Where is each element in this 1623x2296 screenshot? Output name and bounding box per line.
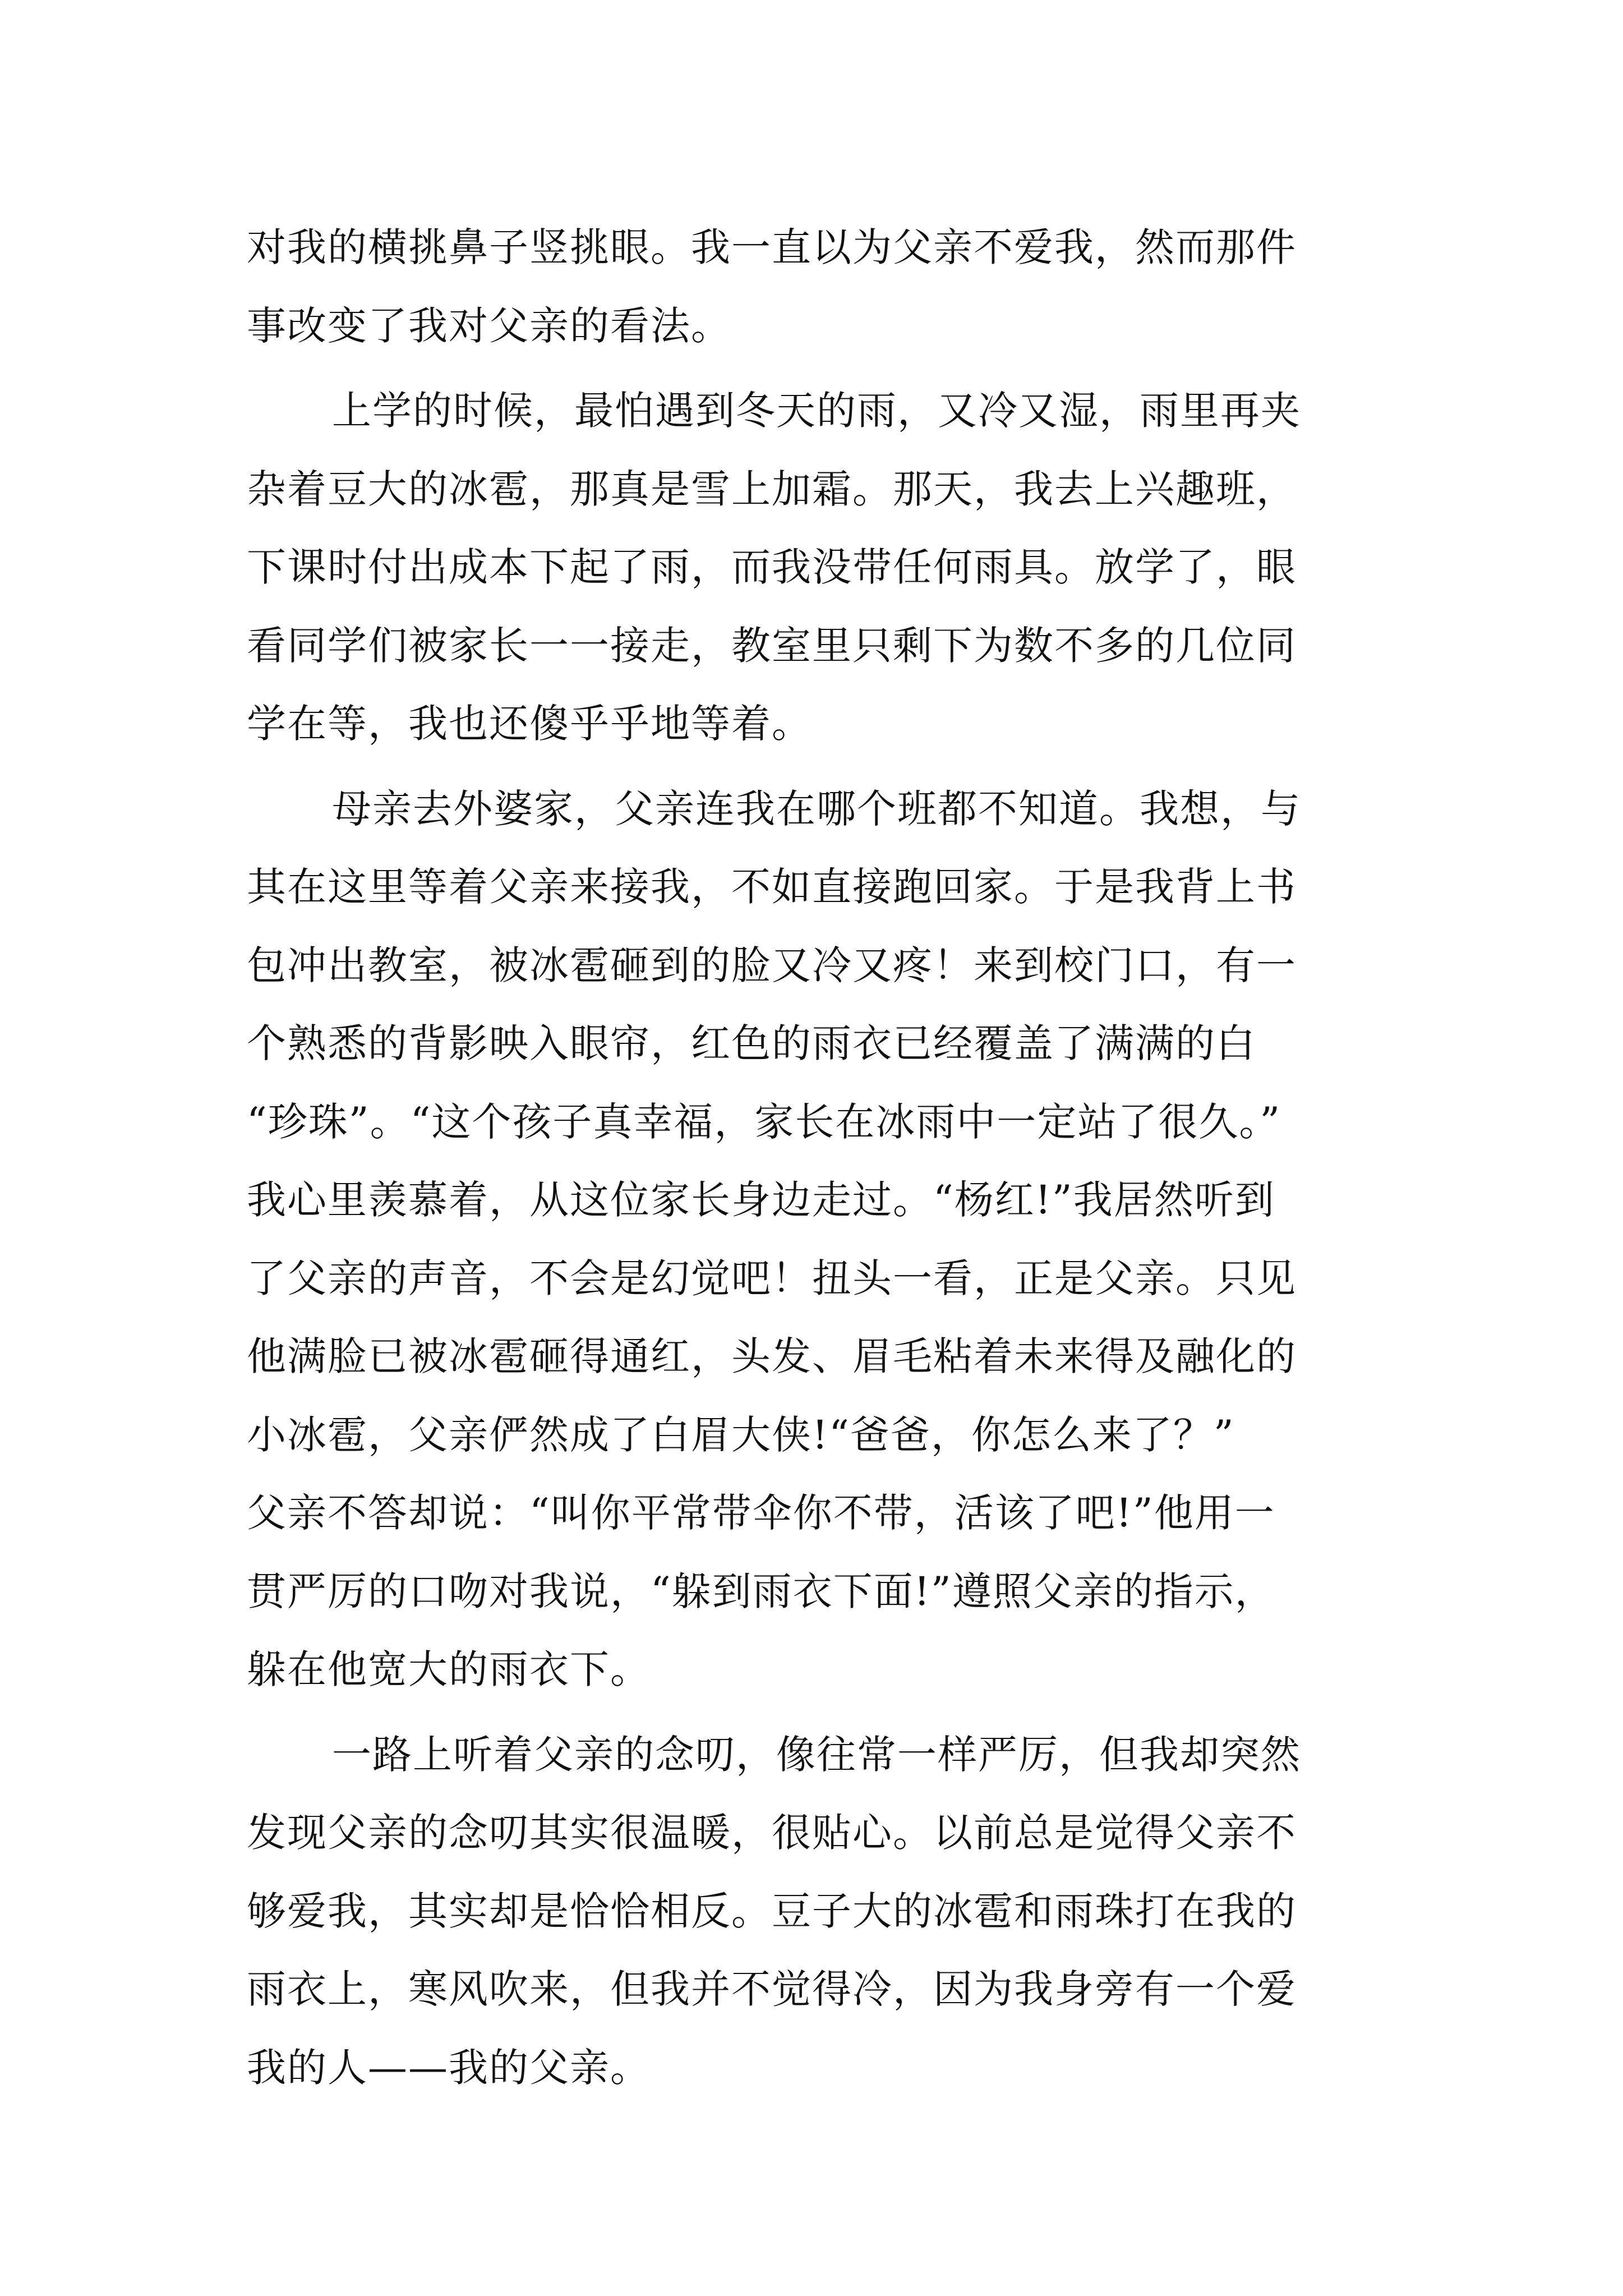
text-line: 杂着豆大的冰雹，那真是雪上加霜。那天，我去上兴趣班， xyxy=(247,466,1297,512)
essay-body xyxy=(247,209,1391,2107)
paragraph-4 xyxy=(247,1716,1391,2108)
text-line: 包冲出教室，被冰雹砸到的脸又冷又疼！来到校门口，有一 xyxy=(247,942,1297,988)
text-line: 发现父亲的念叨其实很温暖，很贴心。以前总是觉得父亲不 xyxy=(247,1810,1297,1856)
text-line: 小冰雹，父亲俨然成了白眉大侠!“爸爸，你怎么来了？” xyxy=(247,1411,1235,1458)
text-line: 够爱我，其实却是恰恰相反。豆子大的冰雹和雨珠打在我的 xyxy=(247,1888,1297,1934)
text-line: 了父亲的声音，不会是幻觉吧！扭头一看，正是父亲。只见 xyxy=(247,1255,1297,1301)
text-line: 事改变了我对父亲的看法。 xyxy=(247,302,731,349)
paragraph-2 xyxy=(247,372,1391,763)
paragraph-1 xyxy=(247,209,1391,365)
text-line: 我心里羡慕着，从这位家长身边走过。“杨红!”我居然听到 xyxy=(247,1177,1275,1223)
text-line: 看同学们被家长一一接走，教室里只剩下为数不多的几位同 xyxy=(247,622,1297,669)
text-line: 其在这里等着父亲来接我，不如直接跑回家。于是我背上书 xyxy=(247,864,1297,910)
text-line: “珍珠”。“这个孩子真幸福，家长在冰雨中一定站了很久。” xyxy=(247,1098,1281,1145)
text-line-first: 上学的时候，最怕遇到冬天的雨，又冷又湿，雨里再夹 xyxy=(332,388,1301,434)
text-line: 下课时付出成本下起了雨，而我没带任何雨具。放学了，眼 xyxy=(247,544,1297,590)
text-line-first: 母亲去外婆家，父亲连我在哪个班都不知道。我想，与 xyxy=(332,785,1301,832)
text-line: 个熟悉的背影映入眼帘，红色的雨衣已经覆盖了满满的白 xyxy=(247,1020,1256,1066)
text-line: 躲在他宽大的雨衣下。 xyxy=(247,1646,651,1692)
text-line: 贯严厉的口吻对我说，“躲到雨衣下面!”遵照父亲的指示， xyxy=(247,1568,1275,1614)
text-line: 他满脸已被冰雹砸得通红，头发、眉毛粘着未来得及融化的 xyxy=(247,1333,1297,1379)
text-line-first: 一路上听着父亲的念叨，像往常一样严厉，但我却突然 xyxy=(332,1731,1301,1778)
text-line: 学在等，我也还傻乎乎地等着。 xyxy=(247,701,812,747)
paragraph-3 xyxy=(247,770,1391,1709)
text-line: 父亲不答却说：“叫你平常带伞你不带，活该了吧!”他用一 xyxy=(247,1490,1275,1536)
text-line: 雨衣上，寒风吹来，但我并不觉得冷，因为我身旁有一个爱 xyxy=(247,1966,1297,2012)
text-line: 我的人——我的父亲。 xyxy=(247,2044,651,2091)
text-line: 对我的横挑鼻子竖挑眼。我一直以为父亲不爱我，然而那件 xyxy=(247,224,1297,270)
